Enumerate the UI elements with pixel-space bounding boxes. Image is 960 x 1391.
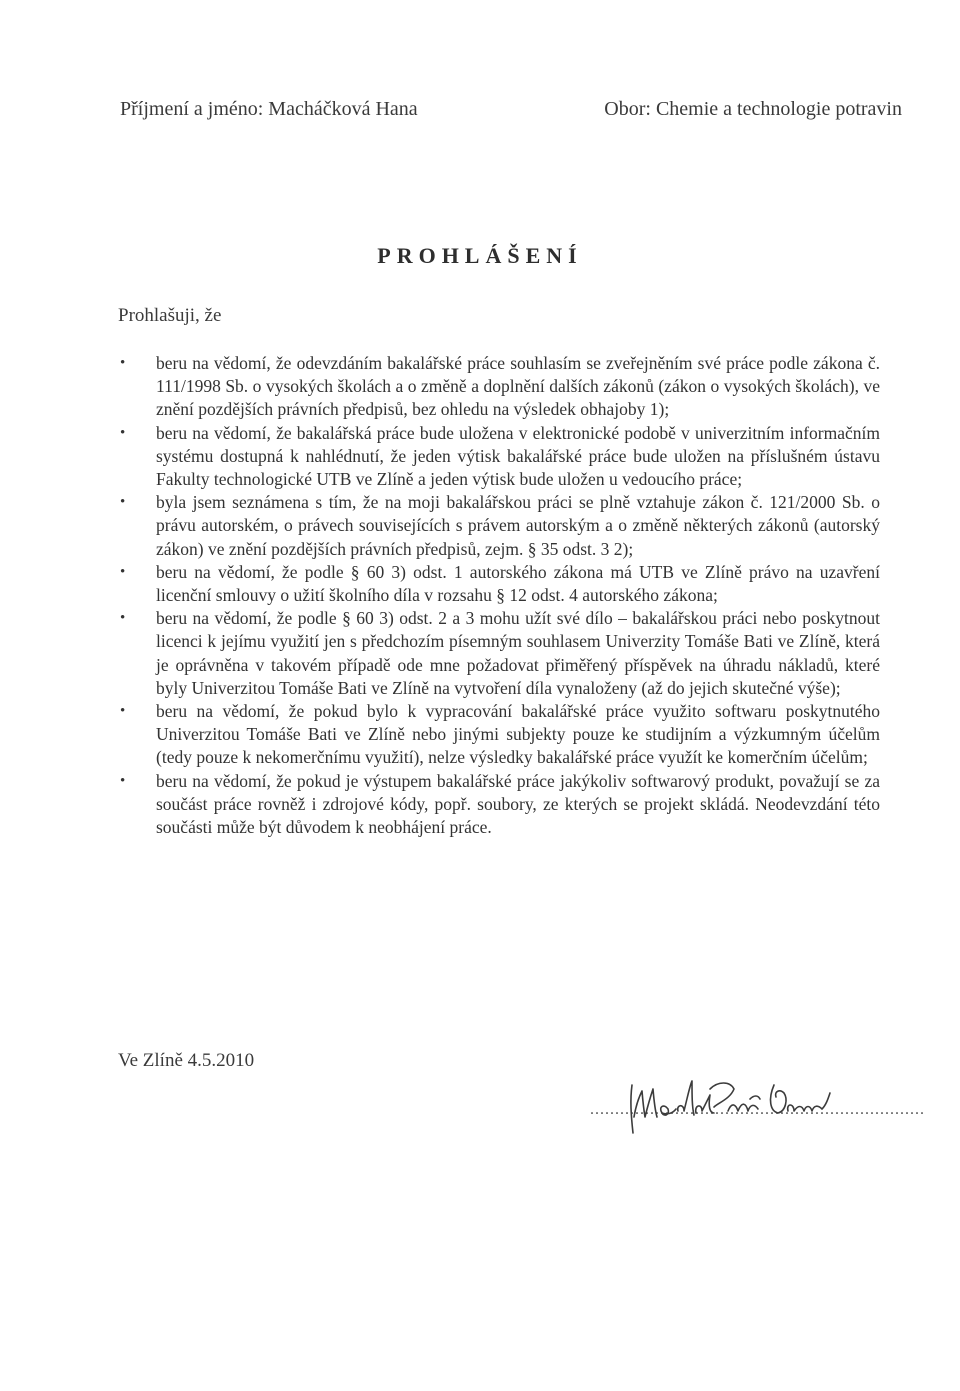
list-item	[118, 491, 880, 561]
intro-text: Prohlašuji, že	[118, 305, 222, 326]
list-item	[118, 770, 880, 840]
study-field: Obor: Chemie a technologie potravin	[604, 98, 902, 120]
list-item	[118, 700, 880, 770]
bullet-icon: •	[120, 424, 126, 441]
bullet-icon: •	[120, 772, 126, 789]
bullet-icon: •	[120, 563, 126, 580]
list-item	[118, 352, 880, 422]
list-item-text: beru na vědomí, že pokud je výstupem bakalářské práce jakýkoliv softwarový produkt, považují se za součást práce rovněž i zdrojové kódy, popř. soubory, ze kterých se projekt skládá. Neodevzdání této součásti může být důvodem k neobhájení práce.	[156, 770, 880, 838]
list-item-text: beru na vědomí, že podle § 60 3) odst. 1 autorského zákona má UTB ve Zlíně právo na uzavření licenční smlouvy o užití školního díla v rozsahu § 12 odst. 4 autorského zákona;	[156, 561, 880, 606]
signature-line: ...................................................................	[590, 1101, 925, 1118]
bullet-icon: •	[120, 494, 126, 511]
declaration-list	[118, 352, 880, 839]
list-item-text: byla jsem seznámena s tím, že na moji bakalářskou práci se plně vztahuje zákon č. 121/2000 Sb. o právu autorském, o právech souvisejících s právem autorským a o změně některých zákonů (autorský zákon) ve znění pozdějších právních předpisů, zejm. § 35 odst. 3 2);	[156, 492, 880, 559]
bullet-icon: •	[120, 703, 126, 720]
page-title: PROHLÁŠENÍ	[377, 243, 583, 268]
signature-block	[590, 1055, 925, 1135]
list-item-text: beru na vědomí, že odevzdáním bakalářské práce souhlasím se zveřejněním své práce podle zákona č. 111/1998 Sb. o vysokých školách a o změně a doplnění dalších zákonů (zákon o vysokých školách), ve znění pozdějších právních předpisů, bez ohledu na výsledek obhajoby 1);	[156, 353, 880, 420]
student-name: Příjmení a jméno: Macháčková Hana	[120, 98, 418, 120]
bullet-icon: •	[120, 355, 126, 371]
list-item-text: beru na vědomí, že bakalářská práce bude uložena v elektronické podobě v univerzitním informačním systému dostupná k nahlédnutí, že jeden výtisk bakalářské práce bude uložen na příslušném ústavu Fakulty technologické UTB ve Zlíně a jeden výtisk bude uložen u vedoucího práce;	[156, 422, 880, 490]
list-item	[118, 422, 880, 492]
list-item-text: beru na vědomí, že pokud bylo k vypracování bakalářské práce využito softwaru poskytnutého Univerzitou Tomáše Bati ve Zlíně nebo jinými subjekty pouze ke studijním a výzkumným účelům (tedy pouze k nekomerčnímu využití), nelze výsledky bakalářské práce využít ke komerčním účelům;	[156, 701, 880, 768]
bullet-icon: •	[120, 610, 126, 627]
place-and-date: Ve Zlíně 4.5.2010	[118, 1050, 255, 1071]
handwritten-signature	[618, 1055, 848, 1135]
list-item	[118, 561, 880, 607]
list-item	[118, 607, 880, 700]
list-item-text: beru na vědomí, že podle § 60 3) odst. 2 a 3 mohu užít své dílo – bakalářskou práci nebo poskytnout licenci k jejímu využití jen s předchozím písemným souhlasem Univerzity Tomáše Bati ve Zlíně, která je oprávněna v takovém případě ode mne požadovat přiměřený příspěvek na úhradu nákladů, které byly Univerzitou Tomáše Bati ve Zlíně na vytvoření díla vynaloženy (až do jejich skutečné výše);	[156, 608, 880, 698]
